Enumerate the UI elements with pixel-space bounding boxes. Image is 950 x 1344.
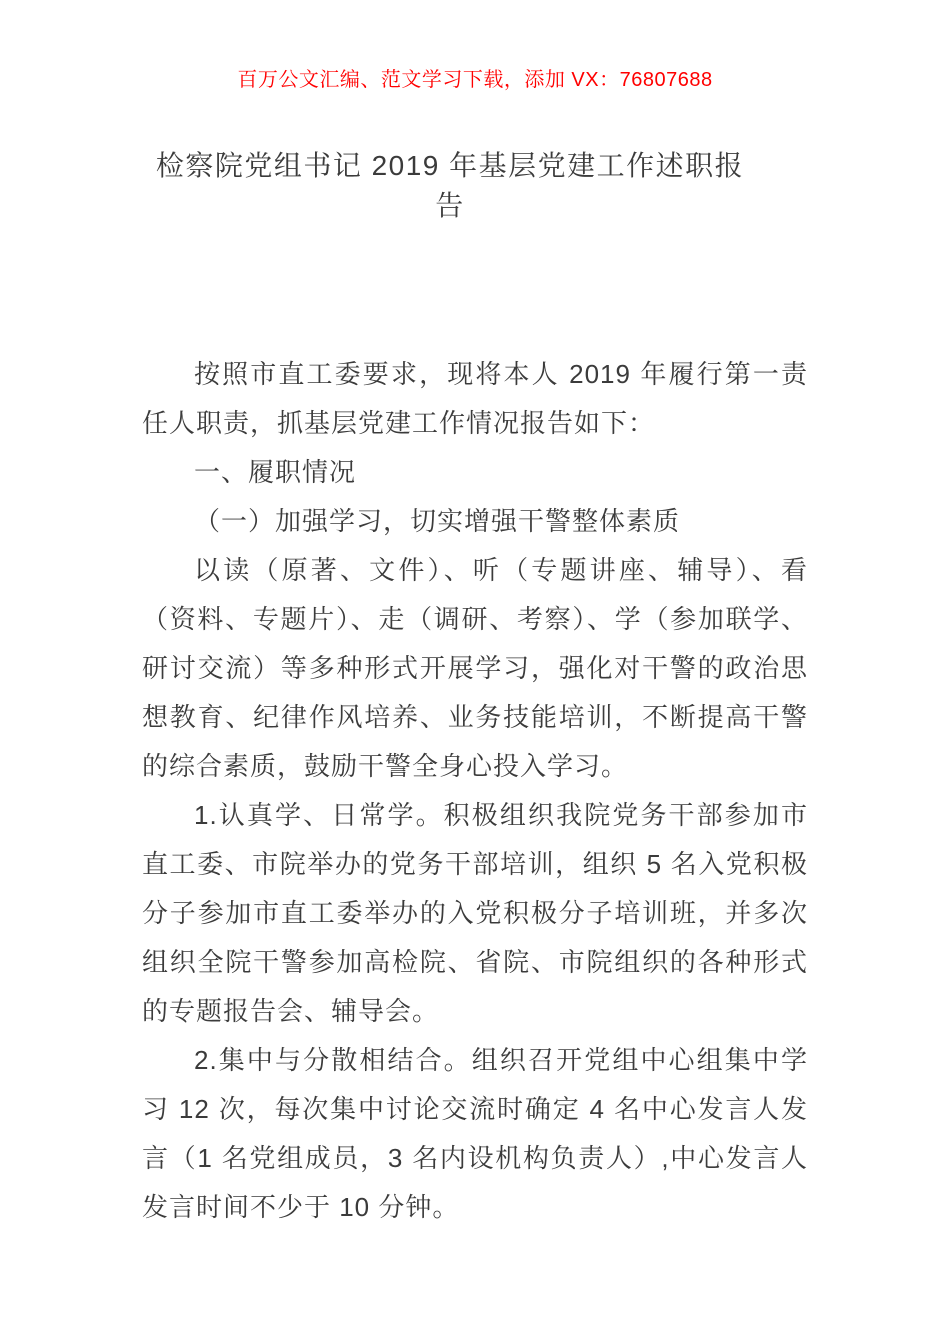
document-body [0,350,950,1232]
paragraph-intro: 按照市直工委要求，现将本人 2019 年履行第一责任人职责，抓基层党建工作情况报告如下： [142,359,808,438]
paragraph-subsection-heading: （一）加强学习，切实增强干警整体素质 [194,506,681,536]
document-title: 检察院党组书记 2019 年基层党建工作述职报告 [155,150,745,221]
promo-banner-text: 百万公文汇编、范文学习下载，添加 VX：76807688 [237,69,713,91]
paragraph-study-methods: 以读（原著、文件）、听（专题讲座、辅导）、看（资料、专题片）、走（调研、考察）、学（参加联学、研讨交流）等多种形式开展学习，强化对干警的政治思想教育、纪律作风培养、业务技能培训，不断提高干警的综合素质，鼓励干警全身心投入学习。 [142,555,808,781]
paragraph-item-1: 1.认真学、日常学。积极组织我院党务干部参加市直工委、市院举办的党务干部培训，组织 5 名入党积极分子参加市直工委举办的入党积极分子培训班，并多次组织全院干警参加高检院、省院、市院组织的各种形式的专题报告会、辅导会。 [142,800,808,1026]
paragraph-item-2: 2.集中与分散相结合。组织召开党组中心组集中学习 12 次，每次集中讨论交流时确定 4 名中心发言人发言（1 名党组成员，3 名内设机构负责人）,中心发言人发言时间不少于 10 分钟。 [142,1045,808,1222]
paragraph-section-heading: 一、履职情况 [194,457,357,487]
